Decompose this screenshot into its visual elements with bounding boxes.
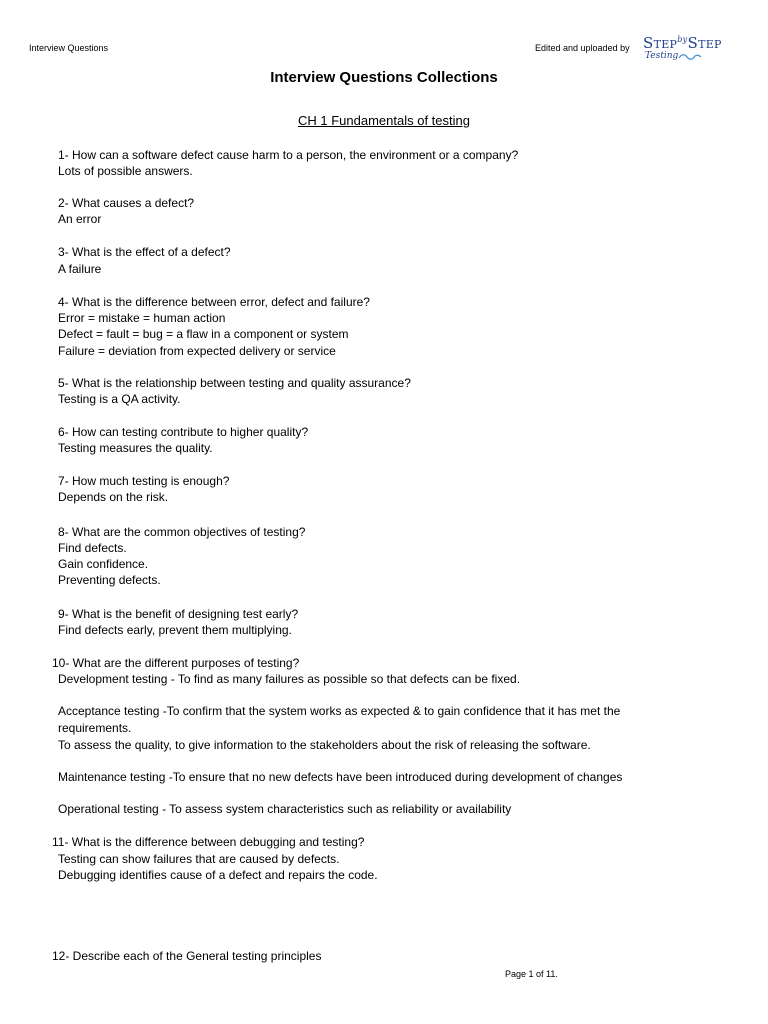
page-title: Interview Questions Collections [270,69,498,86]
answer-6: Testing measures the quality. [58,441,213,455]
question-4: 4- What is the difference between error, defect and failure? [58,295,370,309]
answer-8-line-1: Find defects. [58,541,127,555]
answer-10-maintenance: Maintenance testing -To ensure that no new defects have been introduced during development of changes [58,770,623,784]
question-6: 6- How can testing contribute to higher quality? [58,425,309,439]
question-9: 9- What is the benefit of designing test early? [58,607,299,621]
logo-tagline: Testing [645,51,679,61]
answer-7: Depends on the risk. [58,490,169,504]
answer-4-line-3: Failure = deviation from expected delivery or service [58,344,336,358]
answer-4-line-2: Defect = fault = bug = a flaw in a component or system [58,327,349,341]
question-11: 11- What is the difference between debugging and testing? [52,835,365,849]
question-1: 1- How can a software defect cause harm to a person, the environment or a company? [58,148,519,162]
question-5: 5- What is the relationship between testing and quality assurance? [58,376,411,390]
question-8: 8- What are the common objectives of testing? [58,525,306,539]
question-3: 3- What is the effect of a defect? [58,245,231,259]
answer-8-line-2: Gain confidence. [58,557,149,571]
answer-5: Testing is a QA activity. [58,392,181,406]
answer-1: Lots of possible answers. [58,164,193,178]
answer-10-development: Development testing - To find as many failures as possible so that defects can be fixed. [58,672,521,686]
answer-3: A failure [58,262,102,276]
step-by-step-logo [643,34,722,64]
page-number: Page 1 of 11. [505,969,558,979]
question-10: 10- What are the different purposes of testing? [52,656,300,670]
header-right-text: Edited and uploaded by [535,43,630,53]
answer-10-operational: Operational testing - To assess system characteristics such as reliability or availability [58,802,512,816]
answer-9: Find defects early, prevent them multiplying. [58,623,292,637]
answer-10-acceptance-line-2: requirements. [58,721,132,735]
answer-11-line-1: Testing can show failures that are caused by defects. [58,852,340,866]
chapter-heading: CH 1 Fundamentals of testing [298,113,470,128]
question-2: 2- What causes a defect? [58,196,195,210]
logo-swirl-icon [678,50,702,62]
logo-wordmark: $STEP^{by}STEP$ [643,34,722,52]
answer-10-acceptance-line-1: Acceptance testing -To confirm that the system works as expected & to gain confidence that it has met the [58,704,621,718]
question-7: 7- How much testing is enough? [58,474,230,488]
answer-8-line-3: Preventing defects. [58,573,161,587]
question-12: 12- Describe each of the General testing principles [52,949,322,963]
header-left-text: Interview Questions [29,43,109,53]
answer-10-acceptance-line-3: To assess the quality, to give information to the stakeholders about the risk of releasing the software. [58,738,591,752]
answer-4-line-1: Error = mistake = human action [58,311,226,325]
answer-2: An error [58,212,102,226]
answer-11-line-2: Debugging identifies cause of a defect and repairs the code. [58,868,378,882]
